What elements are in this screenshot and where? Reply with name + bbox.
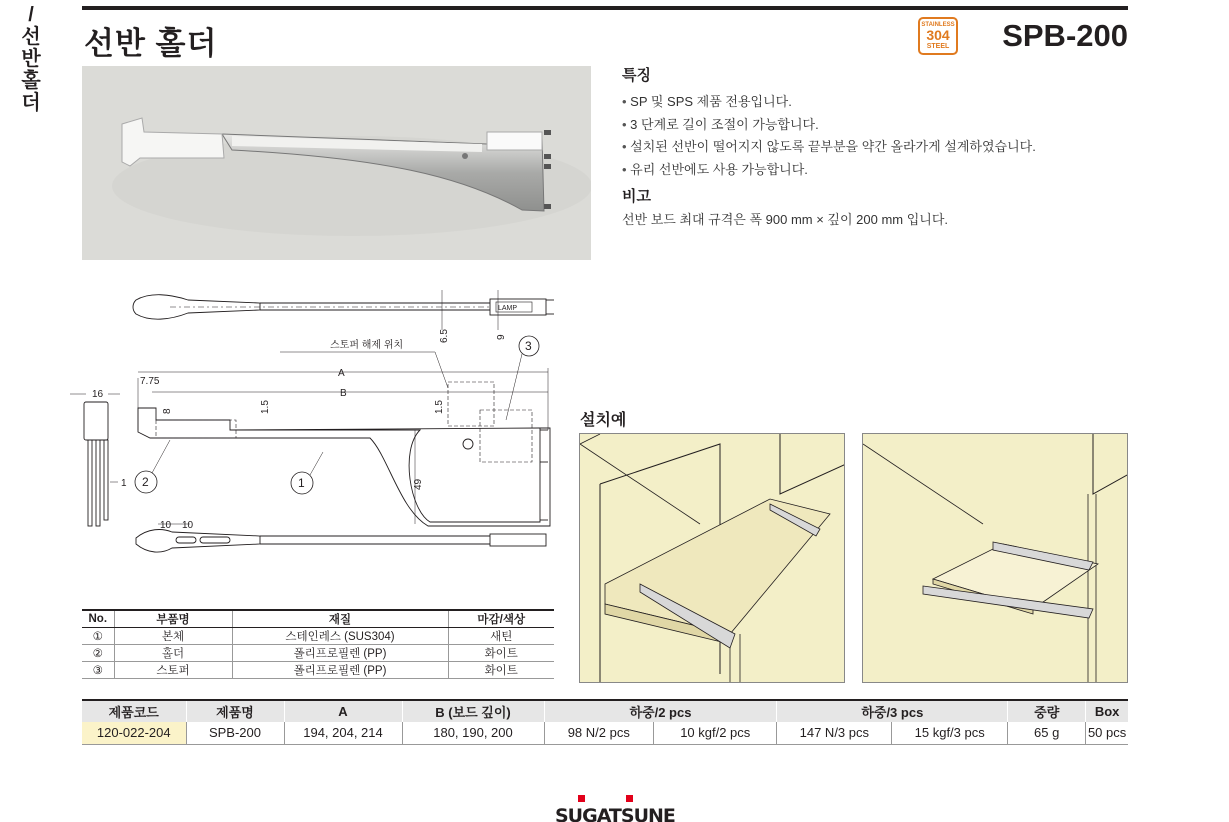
spec-header-b: B (보드 깊이) <box>402 700 544 722</box>
features-section <box>622 64 1036 232</box>
parts-cell: ③ <box>82 662 114 679</box>
header-rule <box>82 6 1128 10</box>
logo-dot-right <box>626 795 633 802</box>
spec-cell: SPB-200 <box>186 722 284 744</box>
side-tab-slash: / <box>28 4 34 26</box>
parts-table-header-row <box>82 610 554 628</box>
parts-cell: 홀더 <box>114 645 232 662</box>
badge-line-3: STEEL <box>926 43 950 50</box>
logo-dot-left <box>578 795 585 802</box>
spec-cell: 15 kgf/3 pcs <box>892 722 1008 744</box>
badge-line-2: 304 <box>926 27 950 43</box>
table-row <box>82 645 554 662</box>
lamp-logo-text: LAMP <box>498 305 518 312</box>
dim-10a-label: 10 <box>160 520 172 531</box>
dim-7-75-label: 7.75 <box>140 376 160 387</box>
parts-cell: 화이트 <box>448 645 554 662</box>
remarks-text: 선반 보드 최대 규격은 폭 900 mm × 깊이 200 mm 입니다. <box>622 212 949 227</box>
table-row <box>82 722 1128 744</box>
parts-cell: ① <box>82 628 114 645</box>
dim-16-label: 16 <box>92 389 104 400</box>
stopper-release-label: 스토퍼 해제 위치 <box>330 340 404 351</box>
model-number: SPB-200 <box>1002 18 1128 53</box>
parts-cell: 스테인레스 (SUS304) <box>232 628 448 645</box>
feature-item: • 3 단계로 길이 조절이 가능합니다. <box>622 114 1036 137</box>
spec-header-a: A <box>284 700 402 722</box>
spec-cell: 147 N/3 pcs <box>777 722 892 744</box>
spec-cell: 98 N/2 pcs <box>544 722 654 744</box>
stainless-304-badge <box>918 17 958 55</box>
dim-1-5-right-label: 1.5 <box>434 400 445 414</box>
side-section-tab <box>19 4 43 114</box>
dim-8-label: 8 <box>162 408 173 414</box>
spec-cell: 10 kgf/2 pcs <box>654 722 777 744</box>
page-title: 선반 홀더 <box>84 26 218 61</box>
remarks-heading: 비고 <box>622 188 651 205</box>
parts-cell: 본체 <box>114 628 232 645</box>
spec-header-name: 제품명 <box>186 700 284 722</box>
parts-cell: ② <box>82 645 114 662</box>
dim-1-label: 1 <box>121 478 127 489</box>
parts-header-material: 재질 <box>232 610 448 628</box>
badge-line-1: STAINLESS <box>921 22 955 28</box>
parts-cell: 폴리프로필렌 (PP) <box>232 662 448 679</box>
brand-logo <box>555 795 675 822</box>
spec-cell: 65 g <box>1008 722 1086 744</box>
spec-cell-code: 120-022-204 <box>82 722 186 744</box>
parts-cell: 폴리프로필렌 (PP) <box>232 645 448 662</box>
table-row <box>82 662 554 679</box>
install-example-wooden-shelf <box>579 433 845 683</box>
side-tab-char: 반 <box>21 48 41 70</box>
spec-cell: 50 pcs <box>1086 722 1128 744</box>
spec-cell: 194, 204, 214 <box>284 722 402 744</box>
dim-10b-label: 10 <box>182 520 194 531</box>
side-tab-char: 홀 <box>21 70 41 92</box>
features-list <box>622 91 1036 181</box>
dim-6-5-label: 6.5 <box>439 329 450 343</box>
spec-header-box: Box <box>1086 700 1128 722</box>
parts-header-finish: 마감/색상 <box>448 610 554 628</box>
side-tab-char: 더 <box>21 92 41 114</box>
parts-cell: 스토퍼 <box>114 662 232 679</box>
logo-wordmark: SUGATSUNE <box>555 805 675 822</box>
dim-49-label: 49 <box>413 478 424 490</box>
dim-9-label: 9 <box>496 334 507 340</box>
spec-header-load-3: 하중/3 pcs <box>777 700 1008 722</box>
features-heading: 특징 <box>622 67 651 84</box>
parts-cell: 화이트 <box>448 662 554 679</box>
callout-3-label: 3 <box>525 339 532 353</box>
callout-2-label: 2 <box>142 475 149 489</box>
dim-b-label: B <box>340 388 347 399</box>
feature-item: • SP 및 SPS 제품 전용입니다. <box>622 91 1036 114</box>
parts-cell: 새틴 <box>448 628 554 645</box>
parts-table <box>82 609 554 679</box>
dim-a-label: A <box>338 368 345 379</box>
spec-header-load-2: 하중/2 pcs <box>544 700 777 722</box>
feature-item: • 유리 선반에도 사용 가능합니다. <box>622 159 1036 182</box>
dim-1-5-left-label: 1.5 <box>260 400 271 414</box>
side-view-bracket <box>138 408 550 526</box>
bracket-photo-illustration <box>82 66 591 260</box>
install-heading: 설치예 <box>580 412 627 429</box>
spec-table <box>82 699 1128 745</box>
spec-cell: 180, 190, 200 <box>402 722 544 744</box>
spec-header-code: 제품코드 <box>82 700 186 722</box>
technical-drawing <box>70 280 570 580</box>
bottom-view-holder <box>136 530 260 553</box>
parts-header-no: No. <box>82 610 114 628</box>
feature-item: • 설치된 선반이 떨어지지 않도록 끝부분을 약간 올라가게 설계하였습니다. <box>622 136 1036 159</box>
product-photo <box>82 66 591 260</box>
table-row <box>82 628 554 645</box>
parts-header-name: 부품명 <box>114 610 232 628</box>
spec-table-header-row <box>82 700 1128 722</box>
spec-header-weight: 중량 <box>1008 700 1086 722</box>
side-tab-char: 선 <box>21 26 41 48</box>
install-example-glass-shelf <box>862 433 1128 683</box>
callout-1-label: 1 <box>298 476 305 490</box>
